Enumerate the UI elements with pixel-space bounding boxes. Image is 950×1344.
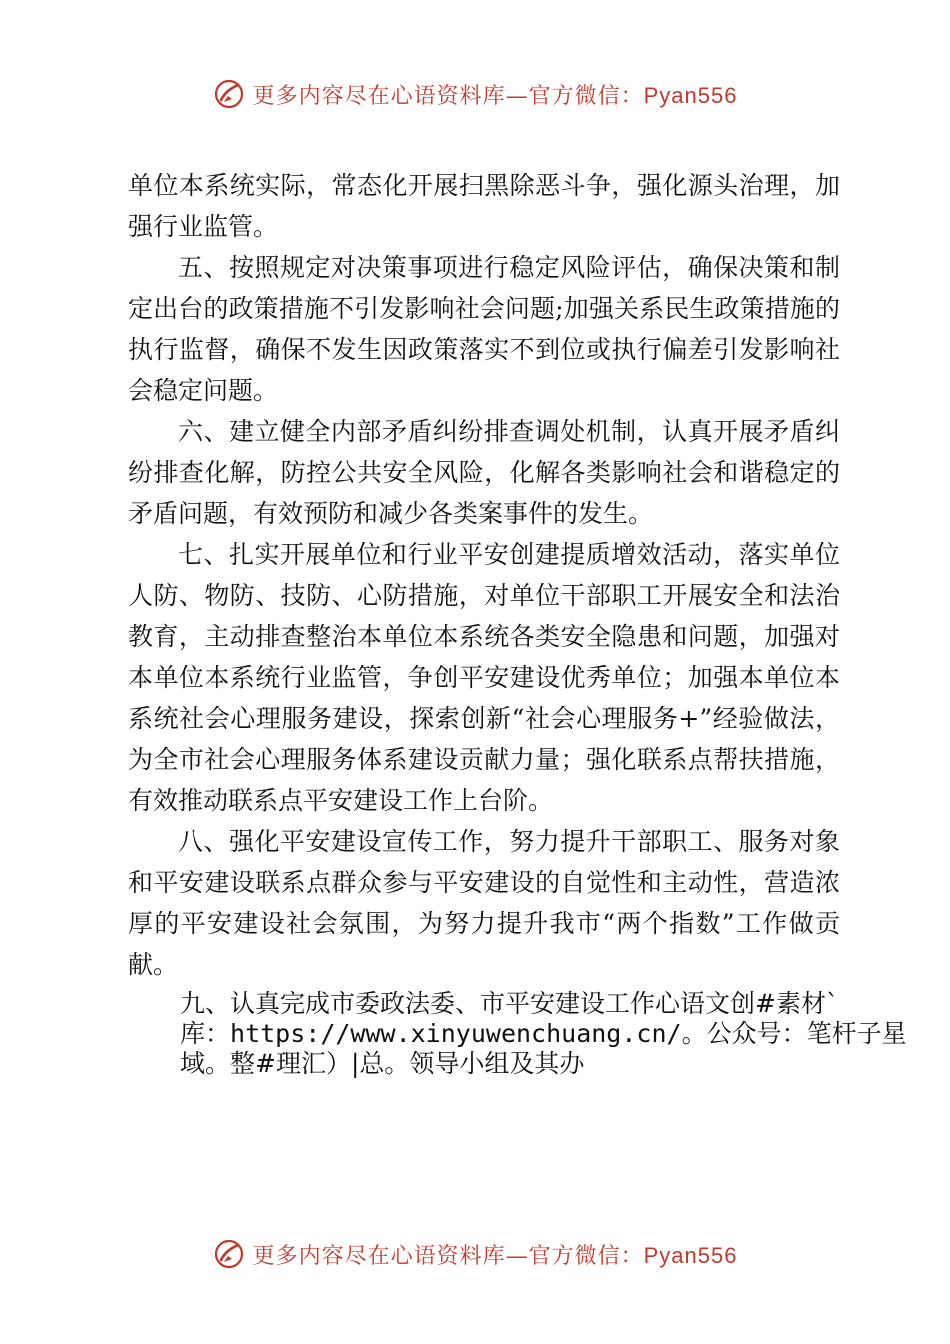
paragraph-nine-line-1: 九、认真完成市委政法委、市平安建设工作心语文创#素材` bbox=[180, 989, 839, 1018]
header-banner-text: 更多内容尽在心语资料库—官方微信：Pyan556 bbox=[252, 82, 738, 109]
website-url: https://www.xinyuwenchuang.cn/ bbox=[230, 1019, 682, 1048]
header-banner bbox=[0, 70, 950, 118]
footer-banner-text: 更多内容尽在心语资料库—官方微信：Pyan556 bbox=[252, 1242, 738, 1269]
paragraph-seven: 七、扎实开展单位和行业平安创建提质增效活动，落实单位人防、物防、技防、心防措施，对单位干部职工开展安全和法治教育，主动排查整治本单位本系统各类安全隐患和问题，加强对本单位本系统行业监管，争创平安建设优秀单位；加强本单位本系统社会心理服务建设，探索创新“社会心理服务+”经验做法， 为全市社会心理服务体系建设贡献力量；强化联系点帮扶措施， 有效推动联系点平安建设工作上台阶。 bbox=[128, 540, 840, 815]
paragraph-nine-line-2: 库：https://www.xinyuwenchuang.cn/。公众号：笔杆子星 bbox=[180, 1019, 907, 1048]
wechat-id: Pyan556 bbox=[643, 1242, 738, 1268]
brush-logo-icon bbox=[213, 1238, 245, 1270]
paragraph-nine-line-3: 域。整#理汇）|总。领导小组及其办 bbox=[180, 1049, 585, 1078]
footer-banner bbox=[0, 1230, 950, 1278]
paragraph-five: 五、按照规定对决策事项进行稳定风险评估，确保决策和制定出台的政策措施不引发影响社会问题;加强关系民生政策措施的执行监督，确保不发生因政策落实不到位或执行偏差引发影响社会稳定问题。 bbox=[128, 253, 840, 405]
paragraph: 单位本系统实际，常态化开展扫黑除恶斗争，强化源头治理，加强行业监管。 bbox=[128, 171, 840, 241]
paragraph-six: 六、建立健全内部矛盾纠纷排查调处机制，认真开展矛盾纠纷排查化解，防控公共安全风险，化解各类影响社会和谐稳定的矛盾问题，有效预防和减少各类案事件的发生。 bbox=[128, 417, 840, 528]
wechat-id: Pyan556 bbox=[643, 82, 738, 108]
brush-logo-icon bbox=[213, 78, 245, 110]
document-body bbox=[128, 165, 907, 1079]
paragraph-eight: 八、强化平安建设宣传工作，努力提升干部职工、服务对象和平安建设联系点群众参与平安建设的自觉性和主动性，营造浓厚的平安建设社会氛围，为努力提升我市“两个指数”工作做贡献。 bbox=[128, 827, 840, 979]
paragraph-nine bbox=[128, 989, 907, 1079]
